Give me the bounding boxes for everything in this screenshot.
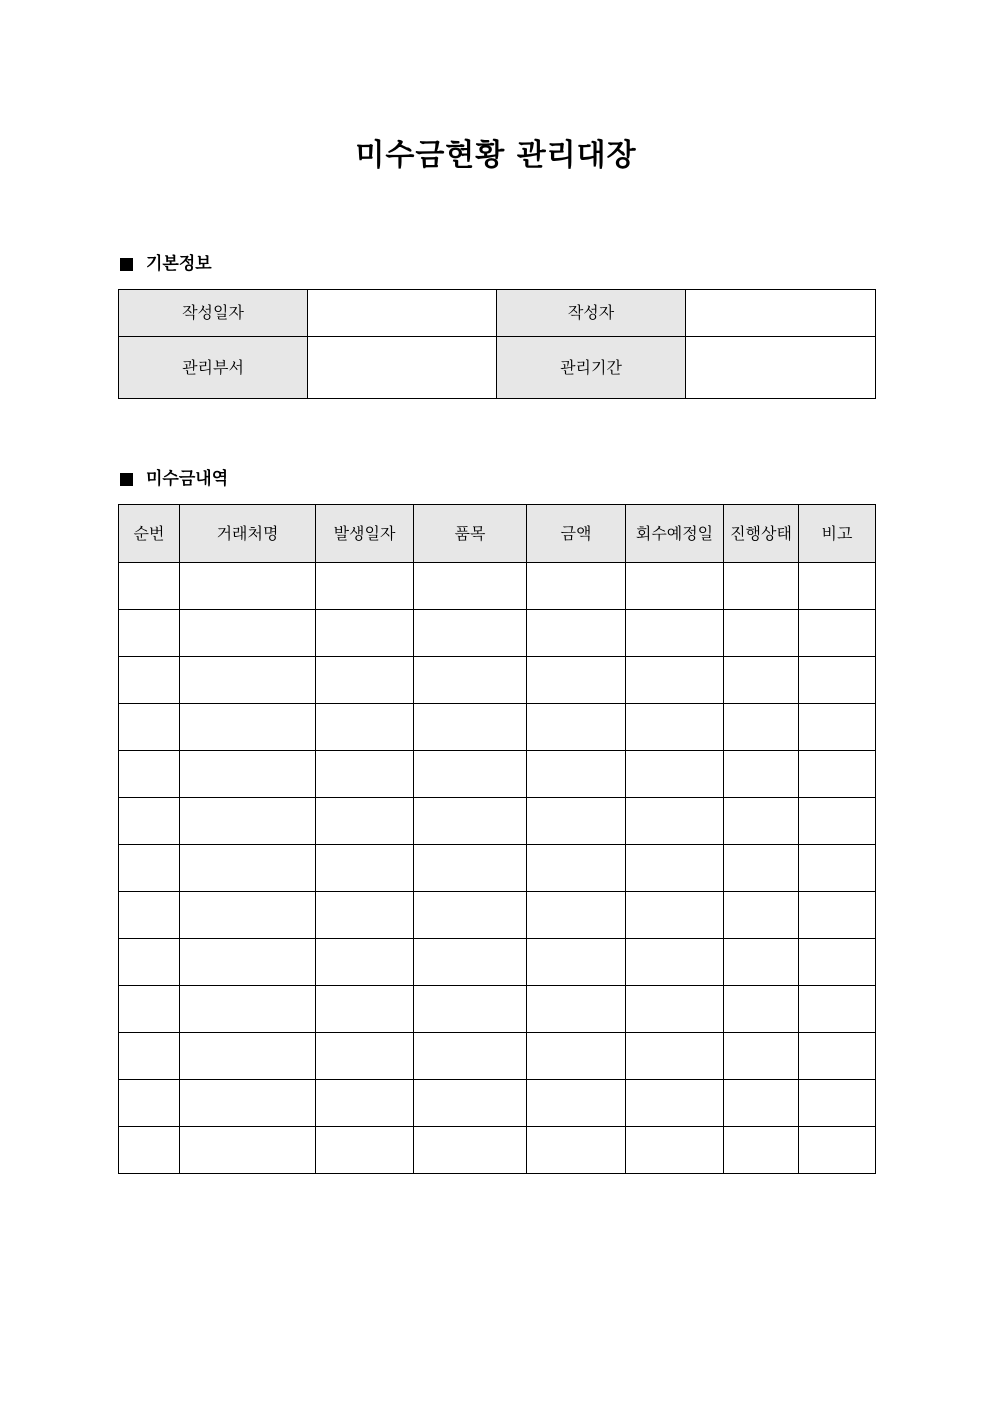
table-cell[interactable]: [724, 563, 799, 610]
table-cell[interactable]: [527, 1127, 626, 1174]
table-cell[interactable]: [527, 986, 626, 1033]
table-cell[interactable]: [316, 845, 414, 892]
table-cell[interactable]: [724, 798, 799, 845]
table-row: [119, 657, 876, 704]
table-cell[interactable]: [180, 751, 316, 798]
table-cell[interactable]: [724, 704, 799, 751]
table-cell[interactable]: [799, 1080, 876, 1127]
column-header-amount: 금액: [527, 505, 626, 563]
table-cell[interactable]: [119, 798, 180, 845]
table-cell[interactable]: [316, 563, 414, 610]
table-row: [119, 845, 876, 892]
table-cell[interactable]: [119, 751, 180, 798]
section-heading-receivables: [119, 467, 228, 491]
field-value-period[interactable]: [686, 337, 876, 399]
table-cell[interactable]: [414, 610, 527, 657]
table-cell[interactable]: [180, 563, 316, 610]
page-title: 미수금현황 관리대장: [355, 138, 637, 173]
field-value-created-date[interactable]: [308, 290, 497, 337]
table-cell[interactable]: [626, 798, 724, 845]
column-header-remarks: 비고: [799, 505, 876, 563]
table-cell[interactable]: [724, 1033, 799, 1080]
table-cell[interactable]: [316, 610, 414, 657]
table-cell[interactable]: [414, 939, 527, 986]
field-label-period: 관리기간: [497, 337, 686, 399]
table-cell[interactable]: [119, 1033, 180, 1080]
table-row: [119, 892, 876, 939]
table-cell[interactable]: [414, 845, 527, 892]
table-cell[interactable]: [414, 563, 527, 610]
table-cell[interactable]: [527, 563, 626, 610]
table-cell[interactable]: [527, 704, 626, 751]
table-cell[interactable]: [180, 1127, 316, 1174]
table-cell[interactable]: [316, 986, 414, 1033]
table-cell[interactable]: [527, 892, 626, 939]
table-cell[interactable]: [724, 892, 799, 939]
table-cell[interactable]: [724, 939, 799, 986]
table-cell[interactable]: [180, 1033, 316, 1080]
table-row: [119, 1080, 876, 1127]
table-header-row: [119, 505, 876, 563]
table-row: [119, 939, 876, 986]
column-header-progress-status: 진행상태: [724, 505, 799, 563]
table-cell[interactable]: [724, 610, 799, 657]
receivables-table: [118, 504, 876, 1174]
field-label-department: 관리부서: [119, 337, 308, 399]
table-cell[interactable]: [180, 986, 316, 1033]
table-cell[interactable]: [119, 1080, 180, 1127]
table-cell[interactable]: [414, 892, 527, 939]
square-bullet-icon: [120, 473, 133, 486]
table-cell[interactable]: [799, 845, 876, 892]
table-row: [119, 1033, 876, 1080]
table-cell[interactable]: [119, 892, 180, 939]
table-cell[interactable]: [180, 657, 316, 704]
table-cell[interactable]: [527, 751, 626, 798]
table-row: [119, 986, 876, 1033]
table-cell[interactable]: [724, 657, 799, 704]
table-cell[interactable]: [414, 751, 527, 798]
table-cell[interactable]: [799, 704, 876, 751]
basic-info-table: [118, 289, 876, 399]
table-cell[interactable]: [119, 986, 180, 1033]
table-cell[interactable]: [316, 892, 414, 939]
table-cell[interactable]: [180, 704, 316, 751]
table-cell[interactable]: [119, 657, 180, 704]
table-cell[interactable]: [316, 798, 414, 845]
table-cell[interactable]: [527, 798, 626, 845]
table-cell[interactable]: [414, 1127, 527, 1174]
table-cell[interactable]: [180, 892, 316, 939]
table-cell[interactable]: [414, 798, 527, 845]
table-cell[interactable]: [724, 751, 799, 798]
table-cell[interactable]: [626, 892, 724, 939]
table-cell[interactable]: [119, 939, 180, 986]
table-row: [119, 798, 876, 845]
table-cell[interactable]: [626, 986, 724, 1033]
table-row: [119, 751, 876, 798]
table-row: [119, 563, 876, 610]
table-cell[interactable]: [414, 704, 527, 751]
table-cell[interactable]: [799, 751, 876, 798]
table-cell[interactable]: [316, 939, 414, 986]
column-header-client-name: 거래처명: [180, 505, 316, 563]
table-cell[interactable]: [414, 1080, 527, 1127]
table-cell[interactable]: [626, 1080, 724, 1127]
table-cell[interactable]: [799, 657, 876, 704]
field-label-created-date: 작성일자: [119, 290, 308, 337]
table-cell[interactable]: [119, 610, 180, 657]
table-cell[interactable]: [626, 1127, 724, 1174]
table-cell[interactable]: [724, 1127, 799, 1174]
column-header-number: 순번: [119, 505, 180, 563]
table-cell[interactable]: [119, 704, 180, 751]
table-cell[interactable]: [626, 704, 724, 751]
table-row: [119, 704, 876, 751]
table-cell[interactable]: [316, 1127, 414, 1174]
table-cell[interactable]: [180, 845, 316, 892]
table-row: [119, 290, 876, 337]
table-cell[interactable]: [626, 751, 724, 798]
section-heading-label: 미수금내역: [146, 469, 229, 489]
table-cell[interactable]: [527, 610, 626, 657]
table-cell[interactable]: [527, 845, 626, 892]
table-row: [119, 1127, 876, 1174]
table-cell[interactable]: [527, 1033, 626, 1080]
table-cell[interactable]: [316, 704, 414, 751]
table-cell[interactable]: [119, 1127, 180, 1174]
table-cell[interactable]: [316, 1033, 414, 1080]
table-row: [119, 610, 876, 657]
table-cell[interactable]: [119, 563, 180, 610]
table-cell[interactable]: [626, 845, 724, 892]
table-cell[interactable]: [799, 892, 876, 939]
square-bullet-icon: [120, 258, 133, 271]
table-cell[interactable]: [180, 939, 316, 986]
section-heading-label: 기본정보: [146, 254, 212, 274]
table-row: [119, 337, 876, 399]
table-cell[interactable]: [626, 563, 724, 610]
table-cell[interactable]: [414, 657, 527, 704]
table-cell[interactable]: [724, 986, 799, 1033]
table-cell[interactable]: [527, 939, 626, 986]
table-cell[interactable]: [316, 1080, 414, 1127]
table-cell[interactable]: [799, 798, 876, 845]
table-cell[interactable]: [414, 986, 527, 1033]
receivables-table-body: [119, 563, 876, 1174]
table-cell[interactable]: [180, 798, 316, 845]
table-cell[interactable]: [527, 657, 626, 704]
table-cell[interactable]: [799, 610, 876, 657]
table-cell[interactable]: [527, 1080, 626, 1127]
table-cell[interactable]: [724, 1080, 799, 1127]
table-cell[interactable]: [799, 1127, 876, 1174]
table-cell[interactable]: [799, 563, 876, 610]
table-cell[interactable]: [414, 1033, 527, 1080]
table-cell[interactable]: [724, 845, 799, 892]
column-header-item: 품목: [414, 505, 527, 563]
field-label-author: 작성자: [497, 290, 686, 337]
table-cell[interactable]: [180, 610, 316, 657]
column-header-occurrence-date: 발생일자: [316, 505, 414, 563]
table-cell[interactable]: [799, 1033, 876, 1080]
table-cell[interactable]: [180, 1080, 316, 1127]
table-cell[interactable]: [626, 1033, 724, 1080]
field-value-author[interactable]: [686, 290, 876, 337]
section-heading-basic-info: [119, 252, 212, 276]
table-cell[interactable]: [626, 939, 724, 986]
table-cell[interactable]: [799, 939, 876, 986]
table-cell[interactable]: [316, 751, 414, 798]
table-cell[interactable]: [626, 657, 724, 704]
field-value-department[interactable]: [308, 337, 497, 399]
table-cell[interactable]: [119, 845, 180, 892]
table-cell[interactable]: [316, 657, 414, 704]
column-header-expected-collection-date: 회수예정일: [626, 505, 724, 563]
table-cell[interactable]: [799, 986, 876, 1033]
table-cell[interactable]: [626, 610, 724, 657]
